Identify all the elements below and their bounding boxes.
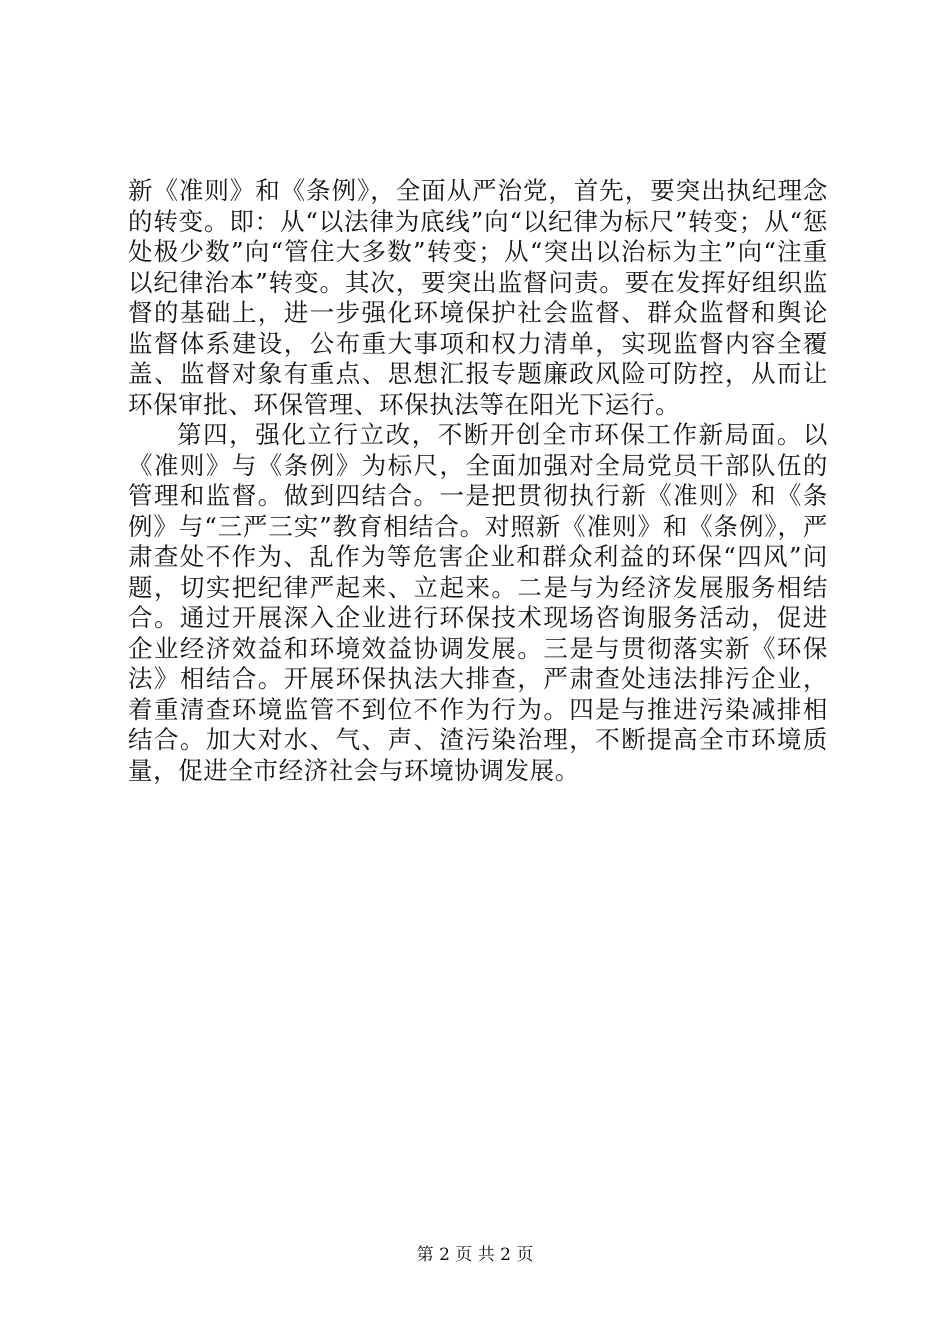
document-body [128,176,828,786]
page-number-footer: 第 2 页 共 2 页 [416,1245,534,1265]
paragraph-1: 新《准则》和《条例》，全面从严治党，首先，要突出执纪理念的转变。即：从“以法律为底线”向“以纪律为标尺”转变；从“惩处极少数”向“管住大多数”转变；从“突出以治标为主”向“注重以纪律治本”转变。其次，要突出监督问责。要在发挥好组织监督的基础上，进一步强化环境保护社会监督、群众监督和舆论监督体系建设，公布重大事项和权力清单，实现监督内容全覆盖、监督对象有重点、思想汇报专题廉政风险可防控，从而让环保审批、环保管理、环保执法等在阳光下运行。 [128,176,828,419]
paragraph-2: 第四，强化立行立改，不断开创全市环保工作新局面。以《准则》与《条例》为标尺，全面加强对全局党员干部队伍的管理和监督。做到四结合。一是把贯彻执行新《准则》和《条例》与“三严三实”教育相结合。对照新《准则》和《条例》，严肃查处不作为、乱作为等危害企业和群众利益的环保“四风”问题，切实把纪律严起来、立起来。二是与为经济发展服务相结合。通过开展深入企业进行环保技术现场咨询服务活动，促进企业经济效益和环境效益协调发展。三是与贯彻落实新《环保法》相结合。开展环保执法大排查，严肃查处违法排污企业，着重清查环境监管不到位不作为行为。四是与推进污染减排相结合。加大对水、气、声、渣污染治理，不断提高全市环境质量，促进全市经济社会与环境协调发展。 [128,420,828,785]
